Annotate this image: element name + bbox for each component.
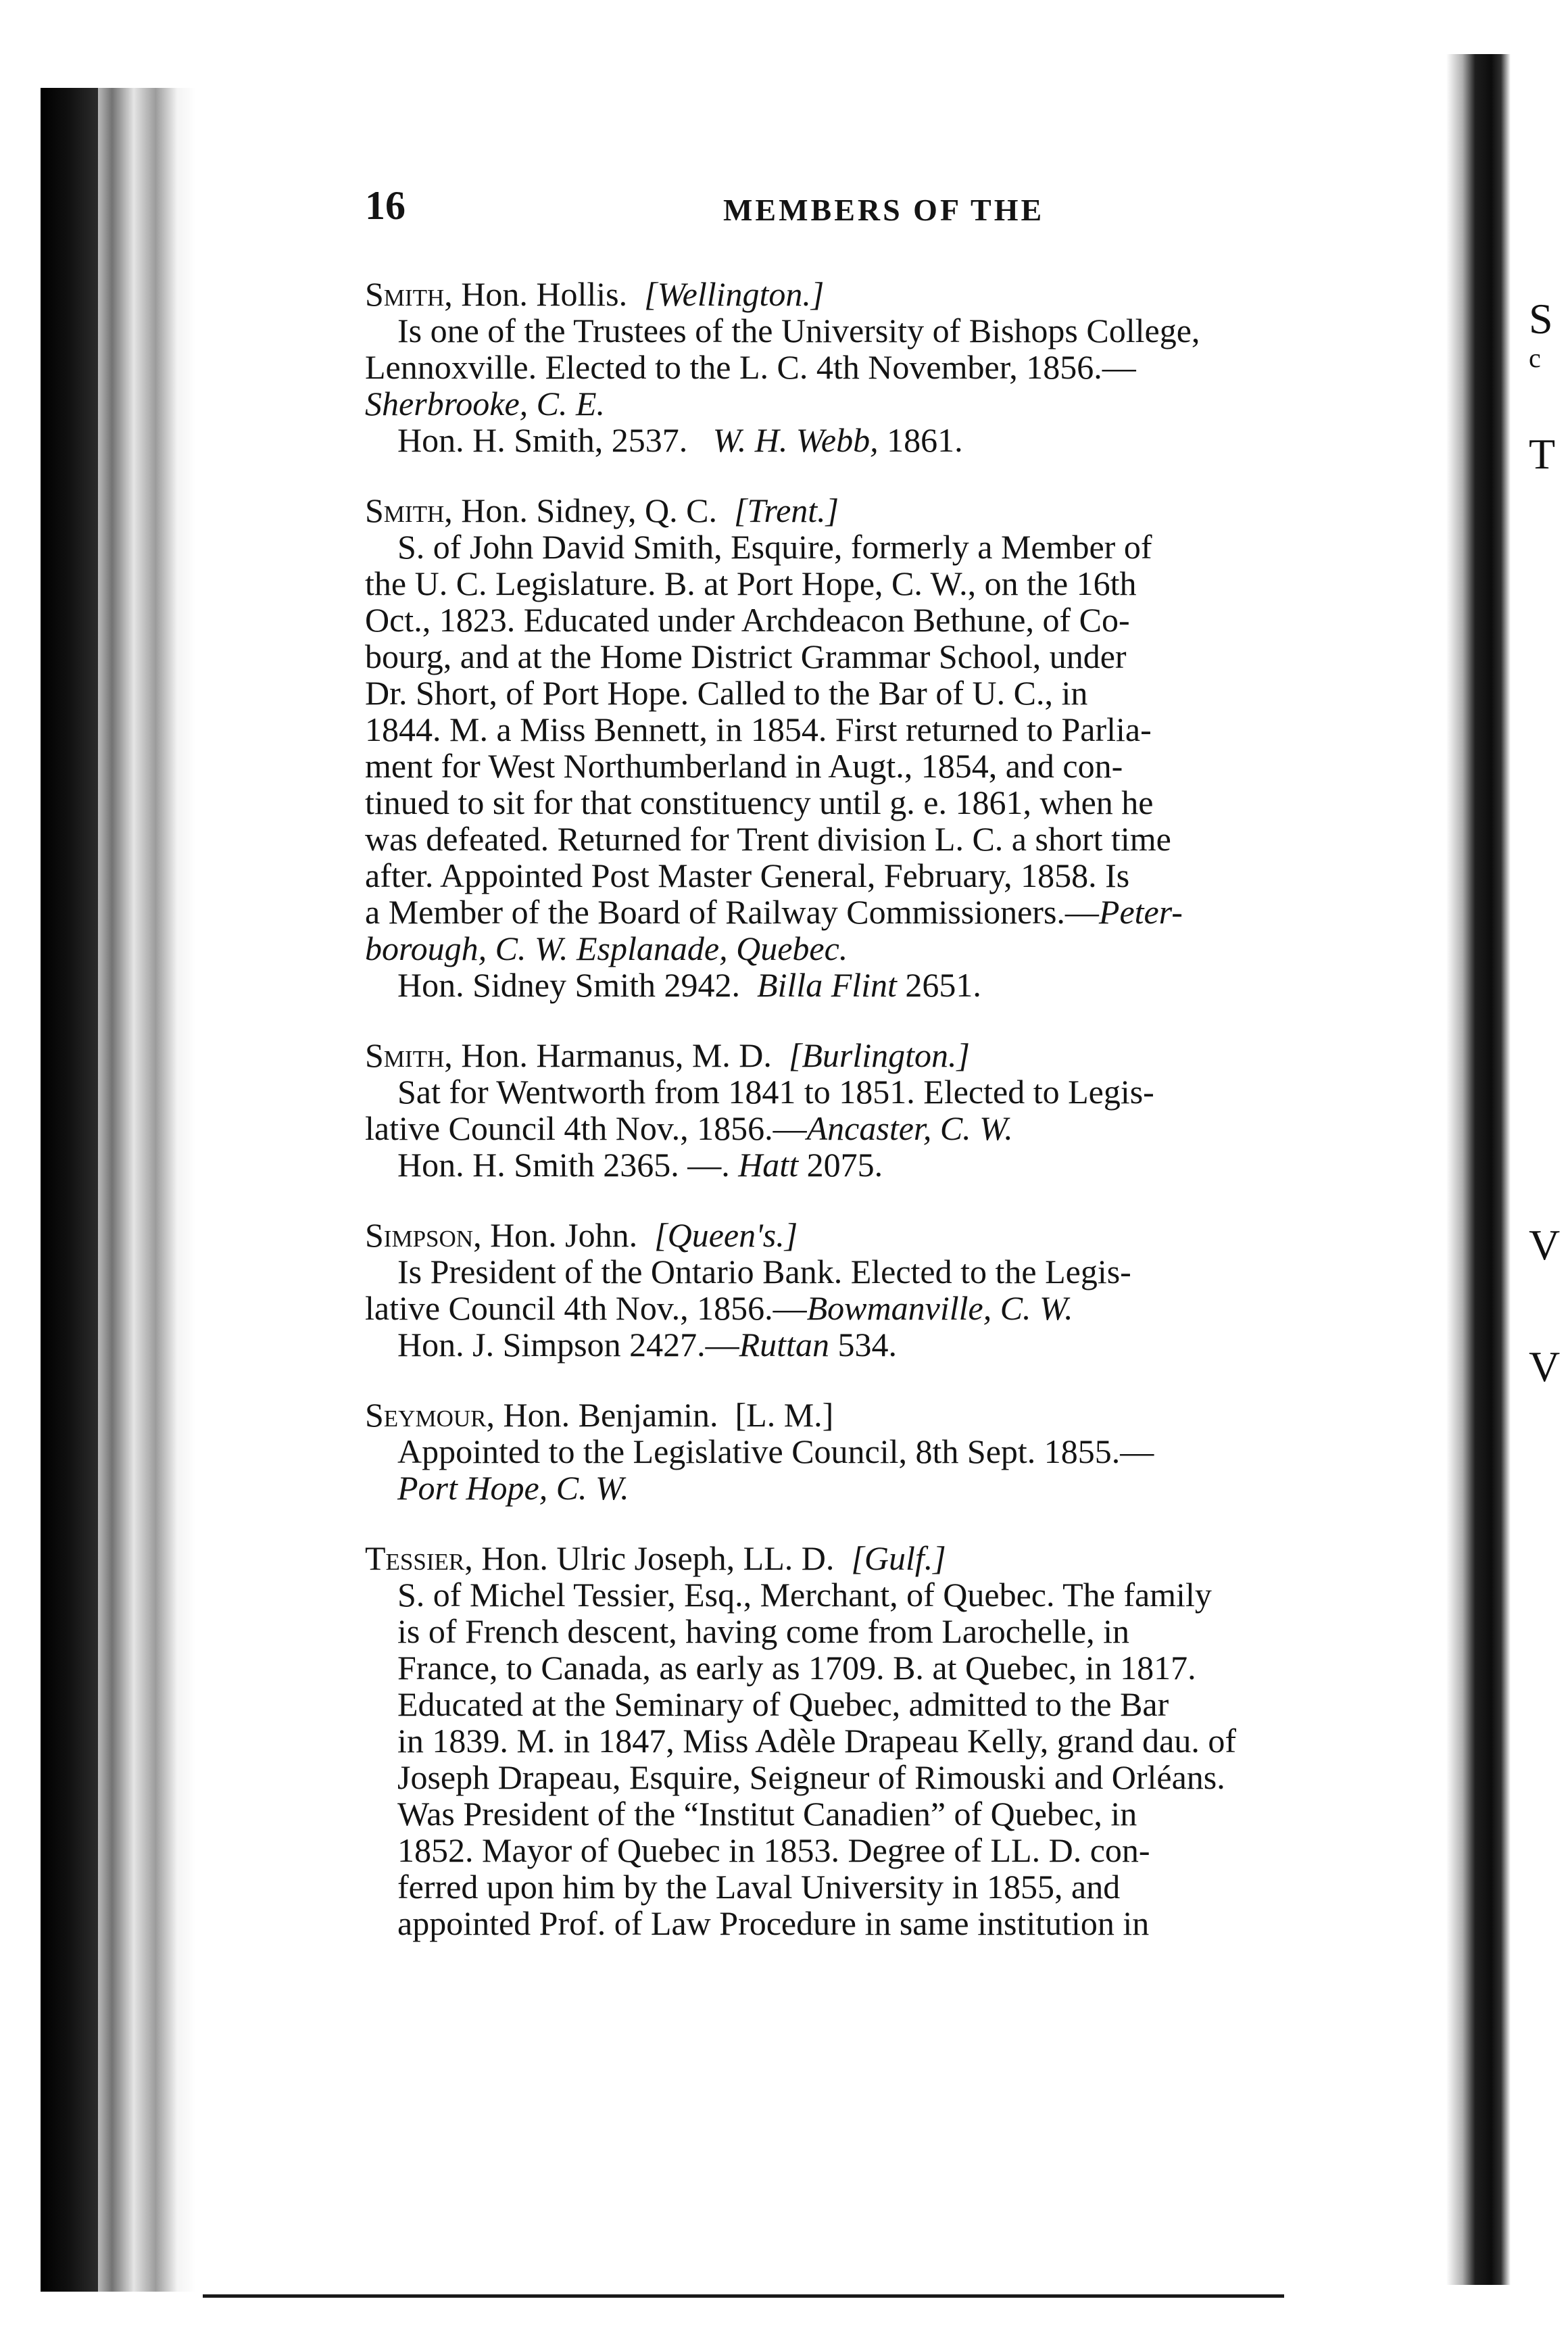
entry-body-line-text: a Member of the Board of Railway Commissioners.— [365, 893, 1099, 931]
vote-winner: Hon. H. Smith, 2537. [397, 421, 688, 459]
entry-vote-line [365, 1326, 1446, 1363]
entry-body-line: Was President of the “Institut Canadien” of Quebec, in [397, 1795, 1137, 1833]
entry-surname: Simpson [365, 1216, 474, 1254]
entry-body-line: the U. C. Legislature. B. at Port Hope, C. W., on the 16th [365, 564, 1137, 602]
entry-division: [Burlington.] [788, 1036, 971, 1074]
entry-residence: Ancaster, C. W. [806, 1109, 1013, 1147]
entry-name-rest: , Hon. Sidney, Q. C. [444, 491, 717, 529]
page-number: 16 [365, 183, 406, 228]
entry-surname: Seymour [365, 1396, 487, 1434]
entry-body-line [365, 894, 1446, 930]
entry-body-line: 1844. M. a Miss Bennett, in 1854. First returned to Parlia- [365, 710, 1152, 748]
entry-surname: Tessier [365, 1539, 465, 1577]
entry-residence: Port Hope, C. W. [397, 1469, 629, 1507]
entry-body-line: Dr. Short, of Port Hope. Called to the Bar of U. C., in [365, 674, 1088, 712]
page-content [365, 183, 1446, 1975]
entry-name-rest: , Hon. John. [473, 1216, 638, 1254]
vote-opponent-count: 2651. [905, 966, 981, 1004]
edge-letter: S [1529, 295, 1553, 343]
entry-body-line [365, 1110, 1446, 1147]
entry-body-line: ment for West Northumberland in Augt., 1854, and con- [365, 747, 1123, 785]
entry-simpson-john [365, 1217, 1446, 1363]
entry-body-line: Joseph Drapeau, Esquire, Seigneur of Rimouski and Orléans. [397, 1758, 1225, 1796]
vote-opponent-count: 534. [837, 1326, 897, 1363]
vote-winner: Hon. Sidney Smith 2942. [397, 966, 740, 1004]
entry-residence: Peter- [1098, 893, 1183, 931]
entry-body-line: after. Appointed Post Master General, February, 1858. Is [365, 856, 1130, 894]
edge-letter: V [1529, 1343, 1561, 1391]
entry-body-line: S. of Michel Tessier, Esq., Merchant, of Quebec. The family [397, 1576, 1212, 1614]
entry-body-line [365, 1290, 1446, 1326]
edge-letter: V [1529, 1221, 1561, 1269]
vote-opponent-count: 1861. [887, 421, 963, 459]
entry-body-line: 1852. Mayor of Quebec in 1853. Degree of LL. D. con- [397, 1831, 1150, 1869]
bottom-rule [203, 2294, 1284, 2298]
entry-division: [Wellington.] [644, 275, 825, 313]
entry-surname: Smith [365, 1036, 445, 1074]
entry-name-rest: , Hon. Ulric Joseph, LL. D. [464, 1539, 835, 1577]
entry-division: [Queen's.] [654, 1216, 798, 1254]
entry-residence: borough, C. W. Esplanade, Quebec. [365, 930, 848, 967]
entry-smith-hollis [365, 276, 1446, 458]
entry-smith-harmanus [365, 1037, 1446, 1183]
entry-body-line: Sat for Wentworth from 1841 to 1851. Elected to Legis- [397, 1073, 1154, 1111]
entry-name-rest: , Hon. Harmanus, M. D. [444, 1036, 772, 1074]
entry-name-rest: , Hon. Benjamin. [486, 1396, 718, 1434]
entry-division: [L. M.] [735, 1396, 834, 1434]
entry-body-line: is of French descent, having come from Larochelle, in [397, 1612, 1129, 1650]
vote-winner: Hon. J. Simpson 2427.— [397, 1326, 739, 1363]
vote-opponent: Hatt [738, 1146, 799, 1184]
edge-letter: c [1529, 343, 1541, 373]
edge-letter: T [1529, 430, 1556, 478]
entry-residence: Sherbrooke, C. E. [365, 385, 606, 423]
entry-heading [365, 492, 1446, 529]
entry-body-line: France, to Canada, as early as 1709. B. at Quebec, in 1817. [397, 1649, 1196, 1687]
page-header [365, 183, 1446, 243]
vote-opponent: W. H. Webb, [712, 421, 879, 459]
entry-division: [Trent.] [733, 491, 839, 529]
entry-body-line: Lennoxville. Elected to the L. C. 4th November, 1856.— [365, 348, 1136, 386]
entry-body-line: Oct., 1823. Educated under Archdeacon Bethune, of Co- [365, 601, 1130, 639]
entry-heading [365, 1037, 1446, 1073]
entry-surname: Smith [365, 491, 445, 529]
page-edge-shadow [1446, 54, 1511, 2285]
vote-opponent: Billa Flint [756, 966, 897, 1004]
entry-heading [365, 1217, 1446, 1253]
entry-body-line: Educated at the Seminary of Quebec, admitted to the Bar [397, 1685, 1169, 1723]
entry-vote-line [365, 967, 1446, 1003]
entry-vote-line [365, 422, 1446, 458]
running-head: MEMBERS OF THE [723, 193, 1045, 227]
binding-shadow-dark [41, 88, 98, 2292]
entry-body-line: ferred upon him by the Laval University in 1855, and [397, 1868, 1121, 1906]
entry-smith-sidney [365, 492, 1446, 1003]
entry-residence: Bowmanville, C. W. [806, 1289, 1073, 1327]
vote-opponent: Ruttan [739, 1326, 829, 1363]
entry-division: [Gulf.] [851, 1539, 946, 1577]
entry-heading [365, 1540, 1446, 1576]
entry-heading [365, 1397, 1446, 1433]
entry-body-line-text: lative Council 4th Nov., 1856.— [365, 1109, 807, 1147]
vote-opponent-count: 2075. [806, 1146, 883, 1184]
entry-body-line: Appointed to the Legislative Council, 8th Sept. 1855.— [397, 1432, 1154, 1470]
entry-heading [365, 276, 1446, 312]
entry-surname: Smith [365, 275, 445, 313]
entry-name-rest: , Hon. Hollis. [444, 275, 628, 313]
entry-tessier-ulric [365, 1540, 1446, 1941]
entry-vote-line [365, 1147, 1446, 1183]
entry-body-line: appointed Prof. of Law Procedure in same institution in [397, 1904, 1150, 1942]
entry-body-line: Is one of the Trustees of the University of Bishops College, [397, 312, 1200, 349]
entry-body-line: was defeated. Returned for Trent division L. C. a short time [365, 820, 1171, 858]
entry-seymour-benjamin [365, 1397, 1446, 1506]
entry-body-line-text: lative Council 4th Nov., 1856.— [365, 1289, 807, 1327]
entry-body-line: Is President of the Ontario Bank. Elected to the Legis- [397, 1253, 1131, 1290]
vote-winner: Hon. H. Smith 2365. —. [397, 1146, 730, 1184]
entry-body-line: bourg, and at the Home District Grammar School, under [365, 637, 1127, 675]
entry-body-line: tinued to sit for that constituency until g. e. 1861, when he [365, 783, 1154, 821]
entry-body-line: in 1839. M. in 1847, Miss Adèle Drapeau Kelly, grand dau. of [397, 1722, 1236, 1760]
entry-body-line: S. of John David Smith, Esquire, formerly a Member of [397, 528, 1152, 566]
